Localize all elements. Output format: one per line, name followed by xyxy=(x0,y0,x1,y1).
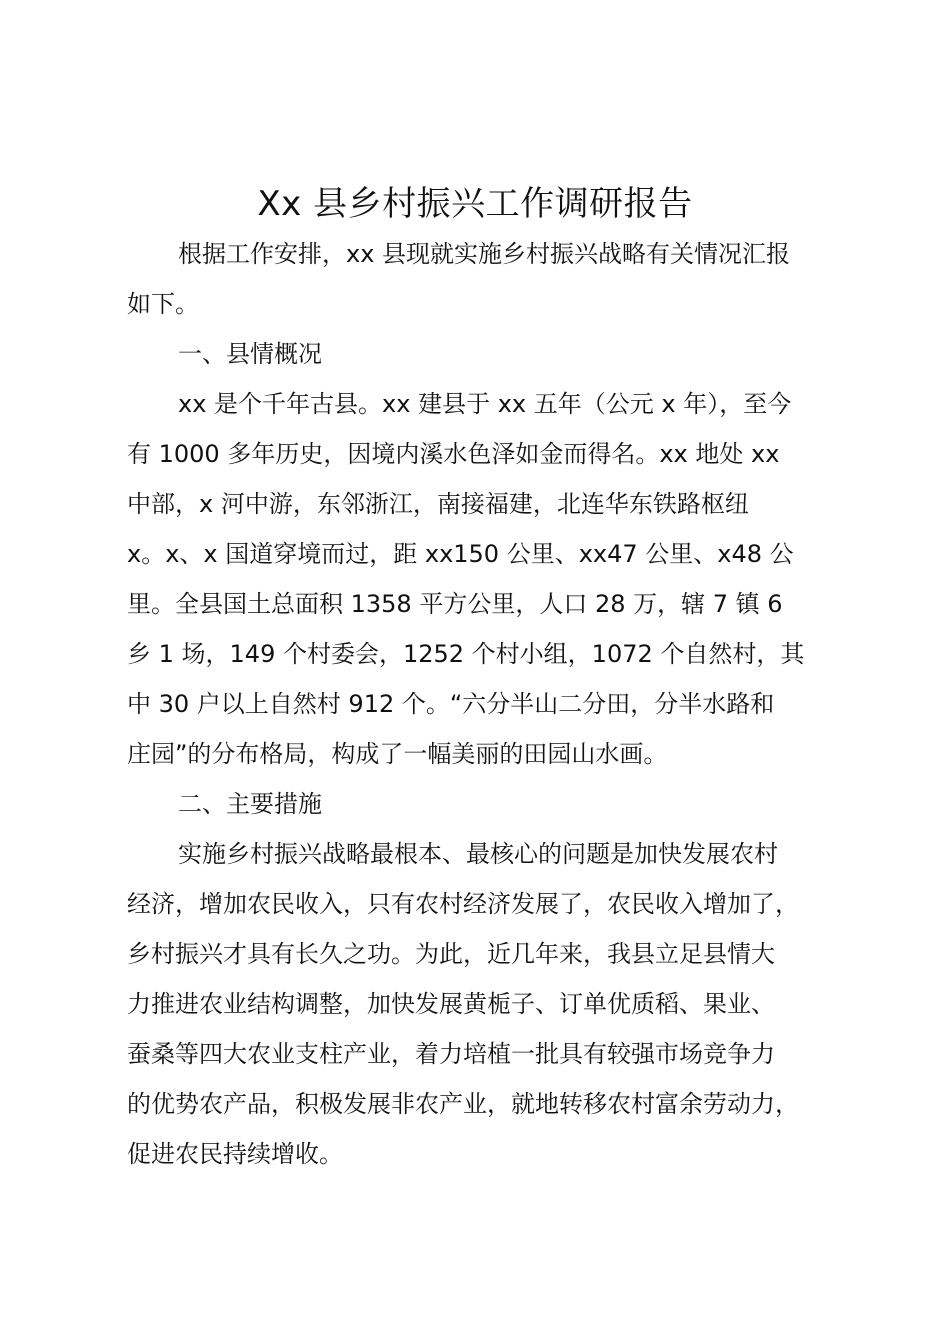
paragraph-line: 实施乡村振兴战略最根本、最核心的问题是加快发展农村 xyxy=(178,840,778,868)
paragraph-line: x。x、x 国道穿境而过，距 xx150 公里、xx47 公里、x48 公 xyxy=(127,540,794,568)
section-heading: 二、主要措施 xyxy=(178,790,322,818)
document-title: Xx 县乡村振兴工作调研报告 xyxy=(257,184,693,224)
paragraph-line: 里。全县国土总面积 1358 平方公里，人口 28 万，辖 7 镇 6 xyxy=(127,590,783,618)
paragraph-line: 力推进农业结构调整，加快发展黄栀子、订单优质稻、果业、 xyxy=(127,990,775,1018)
paragraph-line: 促进农民持续增收。 xyxy=(127,1140,343,1168)
paragraph-line: 根据工作安排，xx 县现就实施乡村振兴战略有关情况汇报 xyxy=(178,240,791,268)
section-heading: 一、县情概况 xyxy=(178,340,322,368)
paragraph-line: 乡 1 场，149 个村委会，1252 个村小组，1072 个自然村，其 xyxy=(127,640,805,668)
paragraph-line: 有 1000 多年历史，因境内溪水色泽如金而得名。xx 地处 xx xyxy=(127,440,780,468)
paragraph-line: xx 是个千年古县。xx 建县于 xx 五年（公元 x 年），至今 xyxy=(178,390,792,418)
paragraph-line: 如下。 xyxy=(127,290,199,318)
paragraph-line: 庄园”的分布格局，构成了一幅美丽的田园山水画。 xyxy=(127,740,668,768)
paragraph-line: 蚕桑等四大农业支柱产业，着力培植一批具有较强市场竞争力 xyxy=(127,1040,775,1068)
paragraph-line: 的优势农产品，积极发展非农产业，就地转移农村富余劳动力， xyxy=(127,1090,799,1118)
paragraph-line: 乡村振兴才具有长久之功。为此，近几年来，我县立足县情大 xyxy=(127,940,775,968)
paragraph-line: 经济，增加农民收入，只有农村经济发展了，农民收入增加了， xyxy=(127,890,799,918)
paragraph-line: 中 30 户以上自然村 912 个。“六分半山二分田，分半水路和 xyxy=(127,690,775,718)
paragraph-line: 中部，x 河中游，东邻浙江，南接福建，北连华东铁路枢纽 xyxy=(127,490,749,518)
